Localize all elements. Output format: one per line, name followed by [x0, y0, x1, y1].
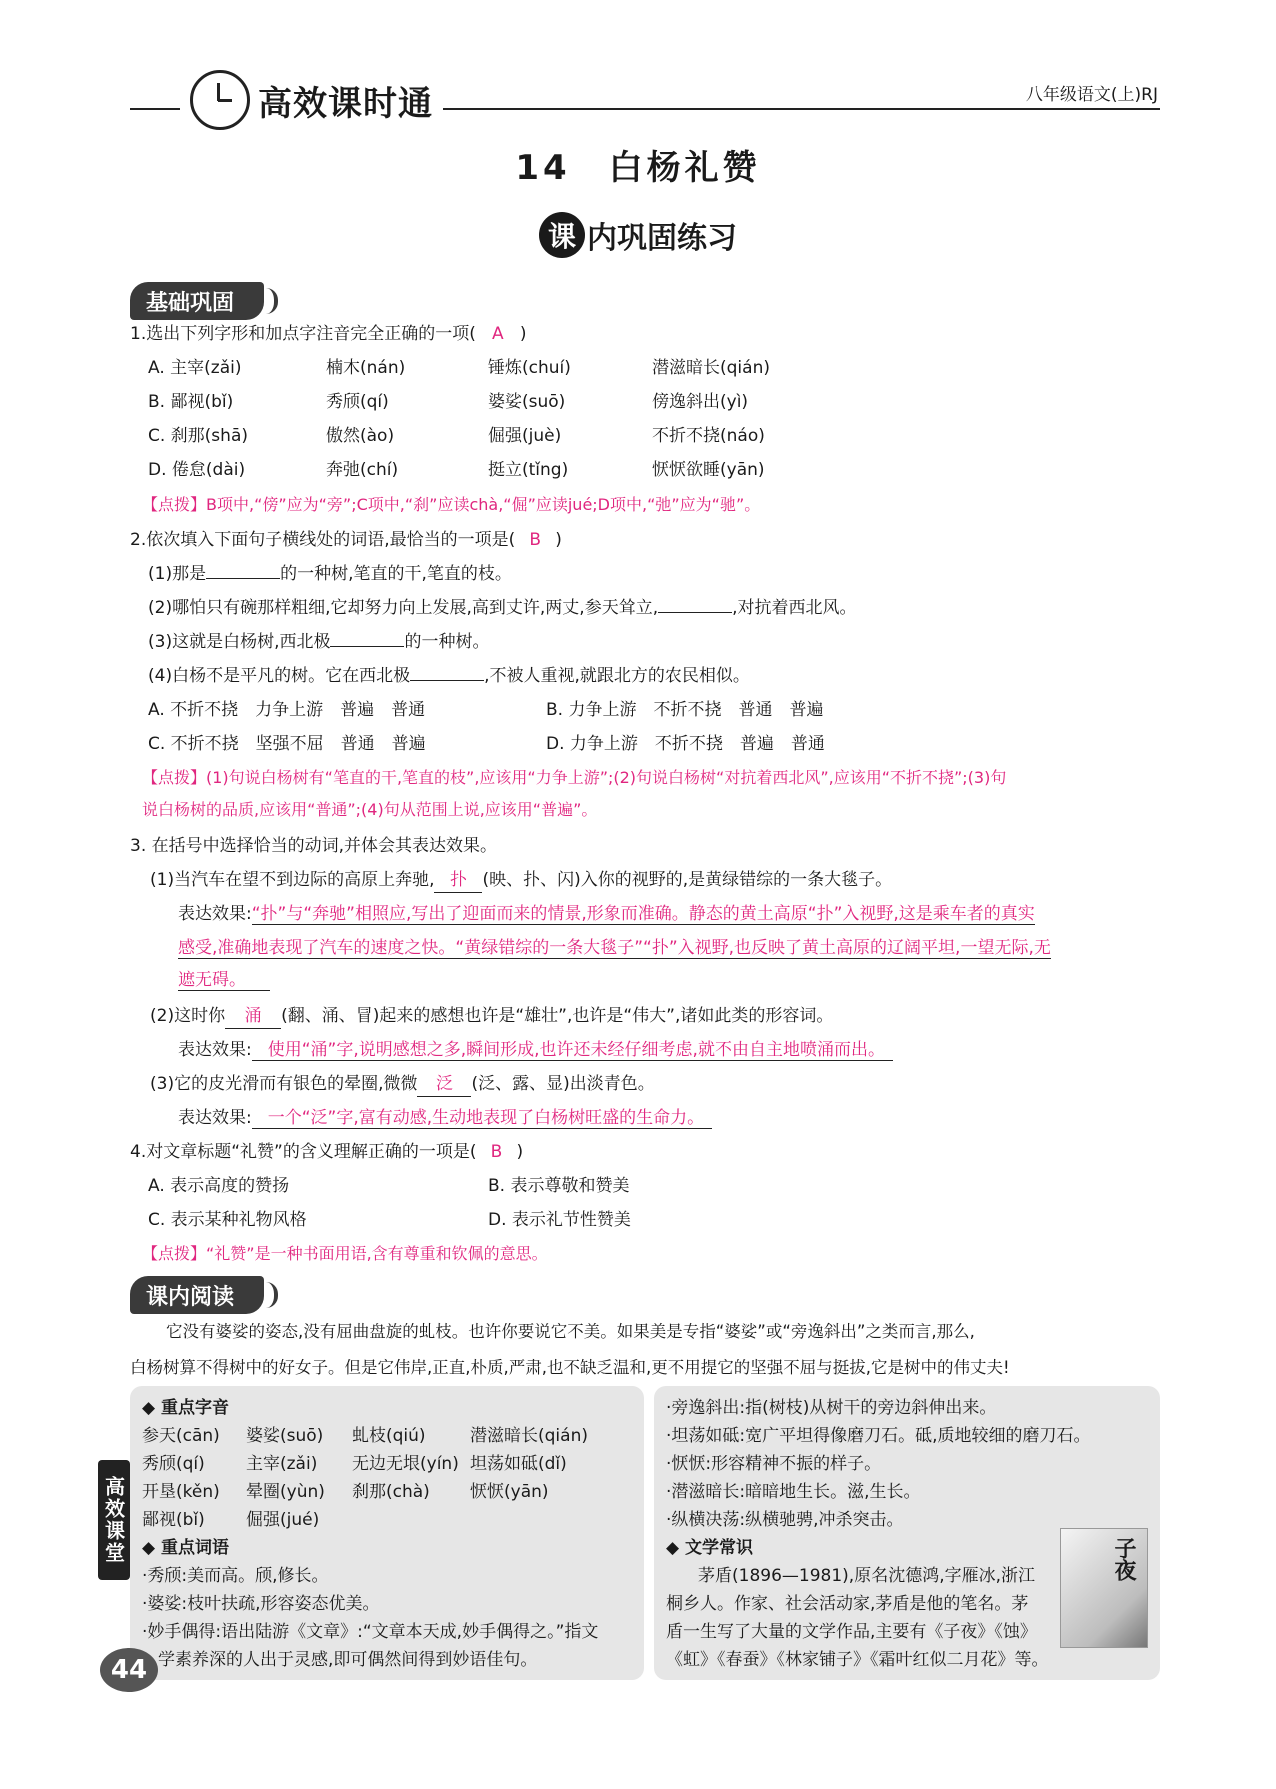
section-subtitle [0, 212, 1276, 258]
vocab-item: ·秀颀:美而高。颀,修长。 [142, 1566, 329, 1586]
blank [410, 680, 484, 681]
book-cover-title: 子夜 [1111, 1537, 1136, 1581]
heading-vocabulary: ◆ 重点词语 [142, 1538, 229, 1558]
q3-effect-1-line-3: 遮无碍。 [178, 968, 270, 992]
q2-stem: 2.依次填入下面句子横线处的词语,最恰当的一项是( B ) [130, 530, 562, 550]
q3-answer-3: 泛 [417, 1072, 471, 1097]
book-cover-image [1060, 1528, 1148, 1648]
q1-answer: A [492, 324, 504, 344]
q1-stem: 1.选出下列字形和加点字注音完全正确的一项( A ) [130, 324, 527, 344]
vocab-item: ·坦荡如砥:宽广平坦得像磨刀石。砥,质地较细的磨刀石。 [666, 1426, 1091, 1446]
q2-option-b: B. 力争上游 不折不挠 普通 普遍 [546, 700, 824, 720]
alarm-clock-icon [190, 70, 250, 130]
heading-pronunciation: ◆ 重点字音 [142, 1398, 229, 1418]
q3-part-2: (2)这时你 涌 (翻、涌、冒)起来的感想也许是“雄壮”,也许是“伟大”,诸如此类的形容词。 [150, 1004, 833, 1029]
vocab-item: ·妙手偶得:语出陆游《文章》:“文章本天成,妙手偶得之。”指文 [142, 1622, 599, 1642]
q3-answer-1: 扑 [434, 868, 482, 893]
q2-option-d: D. 力争上游 不折不挠 普遍 普通 [546, 734, 825, 754]
q2-option-c: C. 不折不挠 坚强不屈 普通 普遍 [148, 734, 426, 754]
q2-sentence-3: (3)这就是白杨树,西北极 的一种树。 [148, 632, 490, 652]
heading-literature: ◆ 文学常识 [666, 1538, 753, 1558]
page-number: 44 [100, 1648, 158, 1692]
section-tag-reading: 课内阅读 [130, 1276, 264, 1314]
q4-option-c: C. 表示某种礼物风格 [148, 1210, 307, 1230]
q4-option-d: D. 表示礼节性赞美 [488, 1210, 631, 1230]
q4-stem: 4.对文章标题“礼赞”的含义理解正确的一项是( B ) [130, 1142, 524, 1162]
blank [658, 612, 732, 613]
key-points-box-left: ◆ 重点字音 参天(cān) 婆娑(suō) 虬枝(qiú) 潜滋暗长(qián) 秀颀(qí) 主宰(zǎi) 无边无垠(yín) 坦荡如砥(dǐ) 开垦(kěn) 晕圈(yùn) 刹那(chà) 恹恹(yān) 鄙视(bǐ) 倔强(jué) ◆ 重点词语 ·秀颀:美而高。颀,修长。 ·婆娑:枝叶扶疏,形容姿态优美。 ·妙手偶得:语出陆游《文章》:“文章本天成,妙手偶得之。”指文 学素养深的人出于灵感,即可偶然间得到妙语佳句。 [130, 1386, 644, 1680]
vocab-item: ·恹恹:形容精神不振的样子。 [666, 1454, 882, 1474]
q4-option-b: B. 表示尊敬和赞美 [488, 1176, 630, 1196]
q3-stem: 3. 在括号中选择恰当的动词,并体会其表达效果。 [130, 836, 498, 856]
q2-option-a: A. 不折不挠 力争上游 普遍 普通 [148, 700, 426, 720]
passage-line-1: 它没有婆娑的姿态,没有屈曲盘旋的虬枝。也许你要说它不美。如果美是专指“婆娑”或“旁逸斜出”之类而言,那么, [166, 1322, 975, 1341]
q2-sentence-4: (4)白杨不是平凡的树。它在西北极 ,不被人重视,就跟北方的农民相似。 [148, 666, 750, 686]
blank [206, 578, 280, 579]
passage-line-2: 白杨树算不得树中的好女子。但是它伟岸,正直,朴质,严肃,也不缺乏温和,更不用提它的坚强不屈与挺拔,它是树中的伟丈夫! [130, 1358, 1010, 1377]
vocab-item: ·潜滋暗长:暗暗地生长。滋,生长。 [666, 1482, 921, 1502]
q4-option-a: A. 表示高度的赞扬 [148, 1176, 290, 1196]
q3-part-3: (3)它的皮光滑而有银色的晕圈,微微 泛 (泛、露、显)出淡青色。 [150, 1072, 655, 1097]
q1-note: 【点拨】B项中,“傍”应为“旁”;C项中,“刹”应读chà,“倔”应读jué;D项中,“弛”应为“驰”。 [142, 495, 761, 514]
q2-answer: B [529, 530, 542, 550]
vocab-item: ·旁逸斜出:指(树枝)从树干的旁边斜伸出来。 [666, 1398, 997, 1418]
brand-name: 高效课时通 [258, 83, 433, 124]
q4-note: 【点拨】“礼赞”是一种书面用语,含有尊重和钦佩的意思。 [142, 1244, 548, 1263]
lesson-title: 14 白杨礼赞 [515, 148, 761, 188]
vocab-item-cont: 学素养深的人出于灵感,即可偶然间得到妙语佳句。 [158, 1650, 538, 1670]
q2-note-line-1: 【点拨】(1)句说白杨树有“笔直的干,笔直的枝”,应该用“力争上游”;(2)句说白杨树“对抗着西北风”,应该用“不折不挠”;(3)句 [142, 768, 1007, 787]
q3-effect-1-line-2: 感受,准确地表现了汽车的速度之快。“黄绿错综的一条大毯子”“扑”入视野,也反映了黄土高原的辽阔平坦,一望无际,无 [178, 938, 1051, 958]
q2-sentence-1: (1)那是 的一种树,笔直的干,笔直的枝。 [148, 564, 512, 584]
q3-effect-1-line-1: 表达效果:“扑”与“奔驰”相照应,写出了迎面而来的情景,形象而准确。静态的黄土高原“扑”入视野,这是乘车者的真实 [178, 904, 1035, 924]
subtitle-badge: 课 [539, 212, 585, 258]
literature-text: 茅盾(1896—1981),原名沈德鸿,字雁冰,浙江 [698, 1566, 1036, 1586]
blank [330, 646, 404, 647]
vocab-item: ·纵横决荡:纵横驰骋,冲杀突击。 [666, 1510, 904, 1530]
literature-text: 盾一生写了大量的文学作品,主要有《子夜》《蚀》 [666, 1622, 1037, 1642]
literature-text: 桐乡人。作家、社会活动家,茅盾是他的笔名。茅 [666, 1594, 1029, 1614]
q3-answer-2: 涌 [225, 1004, 281, 1029]
literature-text: 《虹》《春蚕》《林家铺子》《霜叶红似二月花》等。 [666, 1650, 1049, 1670]
section-tag-basics: 基础巩固 [130, 282, 264, 320]
side-tab: 高效课堂 [98, 1460, 130, 1580]
grade-label: 八年级语文(上)RJ [1025, 85, 1158, 105]
q3-effect-2: 表达效果: 使用“涌”字,说明感想之多,瞬间形成,也许还未经仔细考虑,就不由自主地喷涌而出。 [178, 1038, 893, 1062]
brand-logo [180, 70, 443, 130]
q4-answer: B [490, 1142, 503, 1162]
vocab-item: ·婆娑:枝叶扶疏,形容姿态优美。 [142, 1594, 380, 1614]
q3-effect-3: 表达效果: 一个“泛”字,富有动感,生动地表现了白杨树旺盛的生命力。 [178, 1106, 712, 1130]
q3-part-1: (1)当汽车在望不到边际的高原上奔驰, 扑 (映、扑、闪)入你的视野的,是黄绿错综的一条大毯子。 [150, 868, 892, 893]
q2-note-line-2: 说白杨树的品质,应该用“普通”;(4)句从范围上说,应该用“普遍”。 [142, 800, 598, 819]
subtitle-text: 内巩固练习 [587, 221, 737, 256]
q2-sentence-2: (2)哪怕只有碗那样粗细,它却努力向上发展,高到丈许,两丈,参天耸立, ,对抗着西北风。 [148, 598, 857, 618]
